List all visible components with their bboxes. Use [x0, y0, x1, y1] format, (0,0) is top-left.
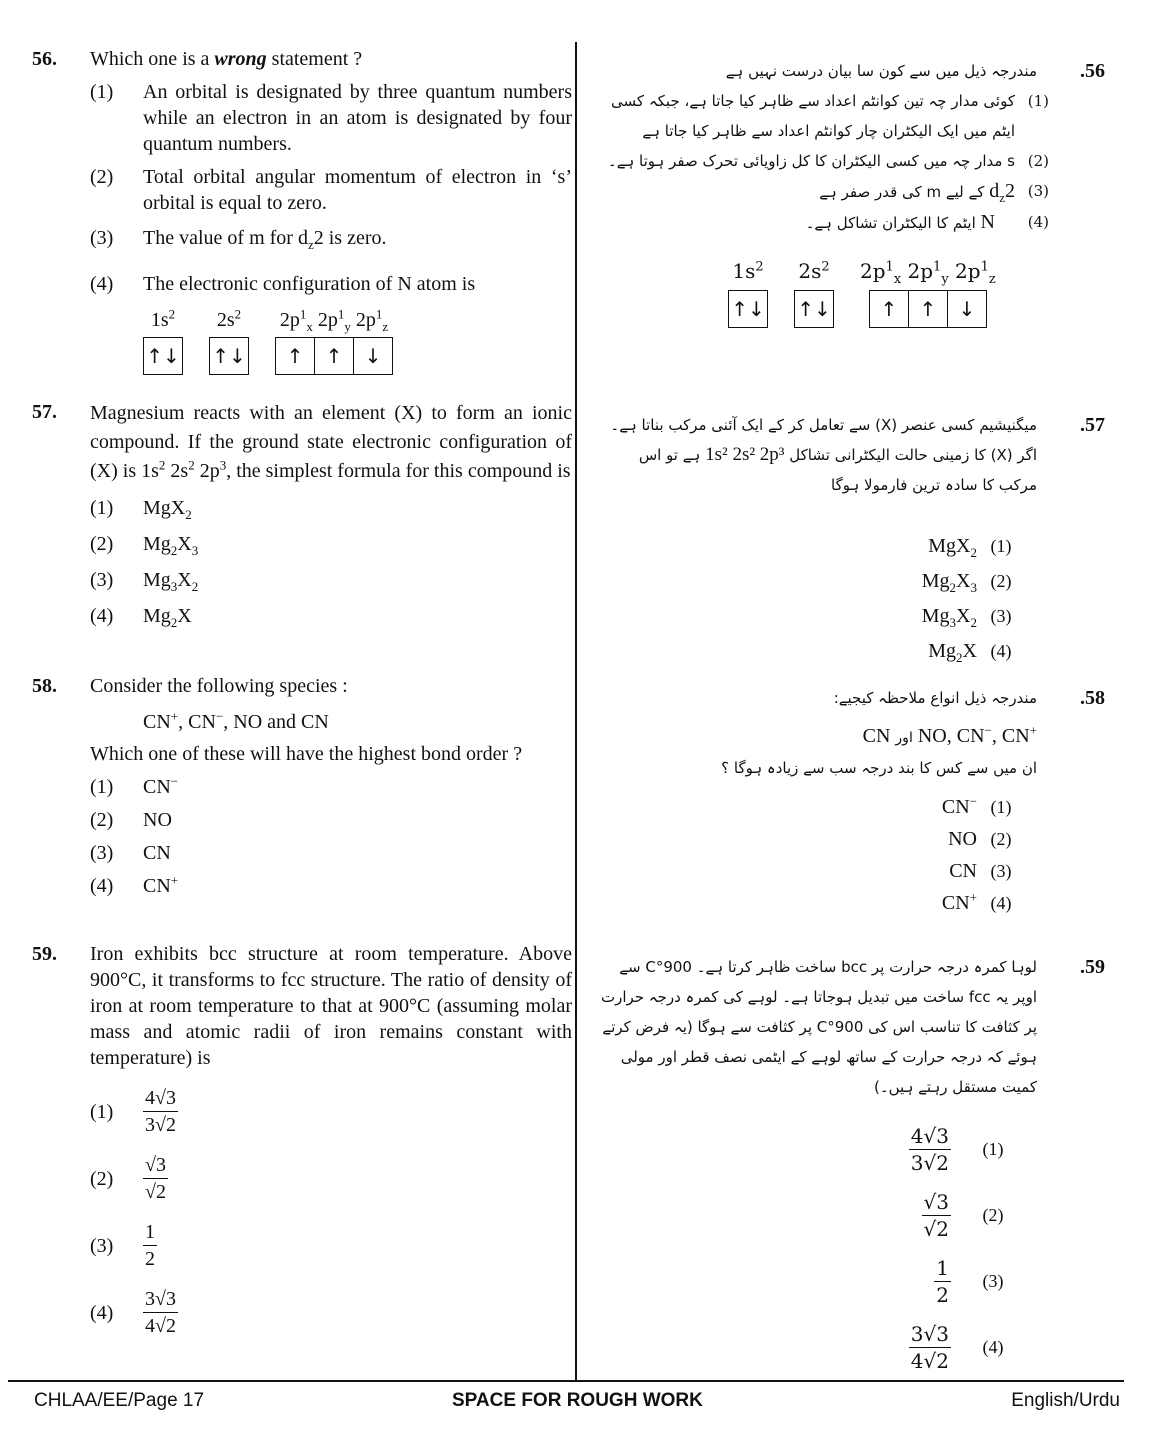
orbital-diagram [143, 307, 572, 375]
option-4[interactable]: (4) $\frac{3√3}{4√2}$ [90, 1288, 176, 1337]
option-2[interactable]: (2) $\frac{√3}{√2}$ [90, 1154, 166, 1203]
question-number: .58 [1080, 687, 1105, 709]
option-1[interactable]: $\frac{4√3}{3√2}$ (1) [910, 1123, 1004, 1175]
fraction: $\frac{√3}{√2}$ [923, 1189, 949, 1241]
orbital-box: ↑ [314, 338, 353, 374]
option-3[interactable]: $\frac{1}{2}$ (3) [936, 1255, 1004, 1307]
option-3[interactable]: (3) $\frac{1}{2}$ [90, 1221, 155, 1270]
option-4[interactable]: (4) N ایٹم کا الیکٹران تشاکل ہے۔ [805, 211, 1049, 233]
question-stem: Magnesium reacts with an element (X) to form an ionic compound. If the ground state electronic configuration of (X) is $1s^2$ $2s^2$ $2p^3$, the simplest formula for this compound is [90, 402, 572, 482]
option-1[interactable]: (1) $\frac{4√3}{3√2}$ [90, 1087, 176, 1136]
orbital-1s: $1s^2$ ↑ ↓ [143, 307, 183, 375]
fraction: $\frac{3√3}{4√2}$ [910, 1321, 949, 1373]
orbital-box: ↓ [353, 338, 392, 374]
orbital-2s: $2s^2$ ↑ ↓ [794, 256, 834, 328]
question-stem-2: Which one of these will have the highest bond order ? [90, 743, 523, 765]
option-3[interactable]: (3) CN [90, 842, 171, 864]
question-59 [32, 941, 572, 1337]
fraction: $\frac{√3}{√2}$ [145, 1154, 166, 1203]
option-4[interactable]: $\frac{3√3}{4√2}$ (4) [910, 1321, 1004, 1373]
urdu-question-57 [600, 410, 1105, 668]
option-4[interactable]: $Mg_2X$ (4) [928, 639, 1012, 665]
question-stem: مندرجہ ذیل میں سے کون سا بیان درست نہیں ہے [725, 62, 1037, 80]
orbital-diagram [728, 256, 1105, 328]
urdu-question-59 [600, 952, 1105, 1380]
option-1[interactable]: (1) MgX$_2$ [90, 497, 192, 522]
option-3[interactable]: (3) $d_z2$ کے لیے m کی قدر صفر ہے [819, 180, 1049, 205]
option-2[interactable]: (2) Total orbital angular momentum of electron in ‘s’ orbital is equal to zero. [90, 166, 572, 214]
option-1[interactable]: (1) CN− [90, 773, 179, 798]
option-2[interactable]: (2) $Mg_2X_3$ [90, 533, 199, 558]
option-2[interactable]: $Mg_2X_3$ (2) [921, 569, 1012, 595]
urdu-question-58 [600, 683, 1105, 919]
option-1[interactable]: MgX$_2$ (1) [928, 534, 1012, 560]
fraction: $\frac{1}{2}$ [936, 1255, 949, 1307]
orbital-box: ↓ [947, 291, 986, 327]
option-3[interactable]: (3) The value of m for $d_z2$ is zero. [90, 227, 387, 252]
question-stem: لوہا کمرہ درجہ حرارت پر bcc ساخت ظاہر کرتا ہے۔ 900°C سے اوپر یہ fcc ساخت میں تبدیل ہوجاتا ہے۔ لوہے کی کمرہ درجہ حرارت پر کثافت کا تناسب اس کی 900°C پر کثافت سے ہوگا (یہ فرض کرتے ہوئے کہ درجہ حرارت کے ساتھ لوہے کے ایٹمی نصف قطر اور مولی کمیت مستقل رہتے ہیں۔) [600, 958, 1037, 1096]
urdu-question-56 [600, 56, 1105, 328]
option-2[interactable]: $\frac{√3}{√2}$ (2) [923, 1189, 1004, 1241]
option-2[interactable]: (2) s مدار چہ میں کسی الیکٹران کا کل زاویائی تحرک صفر ہوتا ہے۔ [607, 152, 1049, 170]
question-56 [32, 46, 572, 375]
orbital-box: ↑ ↓ [731, 297, 765, 321]
emphasis-word: wrong [214, 48, 267, 70]
urdu-options [600, 528, 1105, 668]
page-id: CHLAA/EE/Page 17 [34, 1390, 205, 1411]
question-number: .59 [1080, 956, 1105, 978]
fraction: $\frac{4√3}{3√2}$ [145, 1087, 176, 1136]
option-1[interactable]: (1) کوئی مدار چہ تین کوانٹم اعداد سے ظاہر کیا جاتا ہے، جبکہ کسی ایٹم میں ایک الیکٹران چار کوانٹم اعداد سے ظاہر کیا جاتا ہے [611, 92, 1049, 140]
orbital-2p: $2p^1_x$ $2p^1_y$ $2p^1_z$ ↑ ↑ ↓ [275, 307, 393, 375]
option-3[interactable]: (3) $Mg_3X_2$ [90, 569, 199, 594]
option-1[interactable]: CN− (1) [941, 793, 1012, 818]
orbital-2p: $2p^1_x$ $2p^1_y$ $2p^1_z$ ↑ ↑ ↓ [860, 256, 996, 328]
question-stem: میگنیشیم کسی عنصر (X) سے تعامل کر کے ایک آئنی مرکب بناتا ہے۔ اگر (X) کا زمینی حالت الیکٹرانی تشاکل 1s² 2s² 2p³ ہے تو اس مرکب کا سادہ ترین فارمولا ہوگا [610, 416, 1037, 494]
question-number: .56 [1080, 60, 1105, 82]
orbital-box: ↑ ↓ [212, 344, 246, 368]
fraction: $\frac{4√3}{3√2}$ [910, 1123, 949, 1175]
option-4[interactable]: (4) The electronic configuration of N atom is [90, 273, 476, 295]
orbital-box: ↑ [880, 297, 898, 321]
rough-work-label: SPACE FOR ROUGH WORK [452, 1390, 703, 1411]
question-stem: Which one is a wrong statement ? [90, 48, 363, 70]
fraction: $\frac{1}{2}$ [145, 1221, 155, 1270]
question-stem: Iron exhibits bcc structure at room temperature. Above 900°C, it transforms to fcc structure. The ratio of density of iron at room temperature to that at 900°C (assuming molar mass and atomic radii of iron remains constant with temperature) is [90, 943, 572, 1069]
question-stem-2: ان میں سے کس کا بند درجہ سب سے زیادہ ہوگا ؟ [721, 759, 1037, 777]
option-1[interactable]: (1) An orbital is designated by three quantum numbers while an electron in an atom is designated by four quantum numbers. [90, 81, 572, 155]
orbital-box: ↑ [286, 344, 304, 368]
option-4[interactable]: CN+ (4) [941, 889, 1012, 914]
orbital-box: ↑ [908, 291, 947, 327]
option-2[interactable]: NO (2) [948, 828, 1012, 850]
footer-rule [8, 1380, 1124, 1382]
option-3[interactable]: $Mg_3X_2$ (3) [921, 604, 1012, 630]
urdu-options [600, 791, 1105, 919]
species-list: CN اور NO, CN−, CN+ [862, 722, 1037, 747]
question-number: 56. [32, 48, 57, 70]
question-number: .57 [1080, 414, 1105, 436]
urdu-options [600, 1116, 1105, 1380]
orbital-box: ↑ ↓ [797, 297, 831, 321]
orbital-box: ↑ ↓ [146, 344, 180, 368]
orbital-1s: $1s^2$ ↑ ↓ [728, 256, 768, 328]
species-list: CN+, CN−, NO and CN [143, 708, 329, 733]
question-stem: Consider the following species : [90, 675, 348, 697]
option-4[interactable]: (4) CN+ [90, 872, 179, 897]
option-4[interactable]: (4) $Mg_2X$ [90, 605, 192, 630]
column-divider [575, 42, 577, 1382]
fraction: $\frac{3√3}{4√2}$ [145, 1288, 176, 1337]
option-2[interactable]: (2) NO [90, 809, 172, 831]
orbital-2s: $2s^2$ ↑ ↓ [209, 307, 249, 375]
question-number: 59. [32, 943, 57, 965]
question-58 [32, 673, 572, 899]
option-3[interactable]: CN (3) [949, 860, 1012, 882]
question-57 [32, 399, 572, 629]
question-stem: مندرجہ ذیل انواع ملاحظہ کیجیے: [833, 689, 1037, 707]
question-number: 58. [32, 675, 57, 697]
question-number: 57. [32, 401, 57, 423]
language-label: English/Urdu [1011, 1390, 1120, 1411]
